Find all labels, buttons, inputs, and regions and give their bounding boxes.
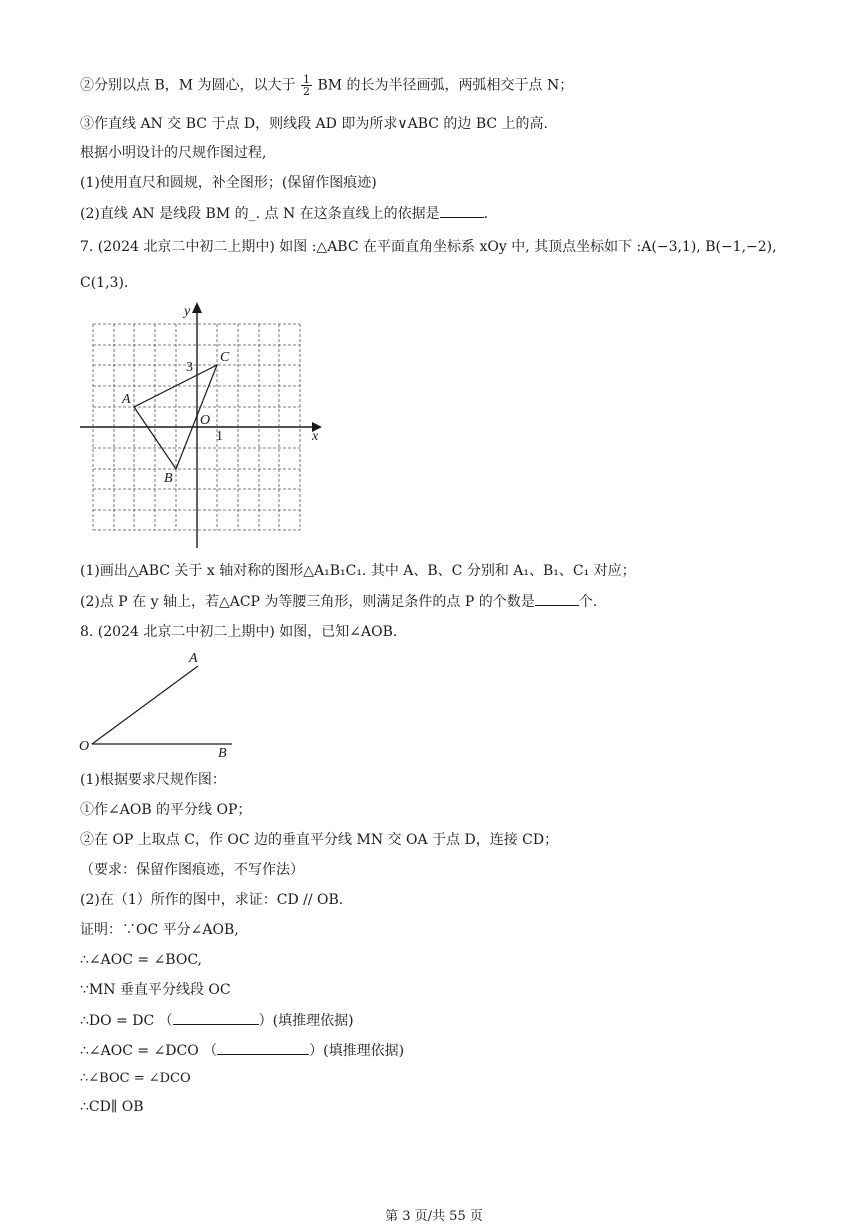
answer-blank[interactable]: [535, 591, 579, 606]
point-o-label: O: [79, 739, 90, 754]
figure-7-coordinate-grid: [78, 300, 328, 552]
proof-line-5: [80, 1040, 404, 1061]
q7-part-2-text: (2)点 P 在 y 轴上，若△ACP 为等腰三角形，则满足条件的点 P 的个数是: [80, 594, 535, 610]
step-2-line: [80, 74, 573, 97]
proof-line-4: [80, 1010, 354, 1031]
q6-part-2: [80, 203, 488, 224]
q8-part-2: (2)在（1）所作的图中，求证：CD // OB.: [80, 892, 344, 908]
proof-line-6: ∴∠BOC = ∠DCO: [80, 1071, 191, 1086]
proof-line-4-end: ）(填推理依据): [258, 1013, 354, 1029]
q6-part-2-end: .: [483, 206, 489, 222]
fraction-denominator: 2: [302, 85, 310, 98]
x-axis-label: x: [312, 429, 319, 444]
point-b-label: B: [218, 746, 227, 761]
q8-part-1: (1)根据要求尺规作图：: [80, 772, 226, 788]
point-a-label: A: [189, 651, 198, 666]
q6-part-1: (1)使用直尺和圆规，补全图形；(保留作图痕迹): [80, 175, 377, 191]
proof-line-2: ∴∠AOC = ∠BOC,: [80, 952, 202, 968]
q7-heading-cont: C(1,3).: [80, 275, 129, 291]
fraction-numerator: 1: [302, 73, 310, 86]
proof-line-5-end: ）(填推理依据): [309, 1043, 405, 1059]
q7-part-2-end: 个.: [578, 594, 598, 610]
fraction-half: [301, 74, 312, 97]
point-a-label: A: [122, 392, 131, 407]
origin-label: O: [200, 413, 211, 428]
y-axis-arrow-icon: [192, 302, 202, 313]
figure-8-angle-aob: [78, 650, 238, 762]
step-2-text-b: BM 的长为半径画弧，两弧相交于点 N；: [317, 77, 574, 94]
answer-blank[interactable]: [440, 203, 484, 218]
reason-blank[interactable]: [173, 1010, 259, 1025]
q8-heading: 8. (2024 北京二中初二上期中) 如图，已知∠AOB.: [80, 624, 398, 640]
y-tick-3: 3: [186, 360, 193, 375]
proof-line-7: ∴CD∥ OB: [80, 1099, 144, 1115]
q6-part-2-text: (2)直线 AN 是线段 BM 的_. 点 N 在这条直线上的依据是: [80, 206, 440, 222]
q8-requirement: （要求：保留作图痕迹，不写作法）: [80, 862, 304, 878]
proof-line-5-text: ∴∠AOC = ∠DCO （: [80, 1043, 218, 1059]
proof-line-4-text: ∴DO = DC （: [80, 1013, 173, 1029]
step-3-line: ③作直线 AN 交 BC 于点 D，则线段 AD 即为所求∨ABC 的边 BC 上的高.: [80, 116, 549, 132]
ray-oa: [92, 666, 198, 744]
q7-heading: 7. (2024 北京二中初二上期中) 如图 :△ABC 在平面直角坐标系 xOy 中, 其顶点坐标如下 :A(−3,1), B(−1,−2),: [80, 239, 777, 255]
q7-part-2: [80, 591, 597, 612]
step-2-text-a: ②分别以点 B，M 为圆心，以大于: [80, 77, 296, 94]
proof-line-1: 证明：∵OC 平分∠AOB,: [80, 922, 239, 938]
q7-part-1: (1)画出△ABC 关于 x 轴对称的图形△A₁B₁C₁. 其中 A、B、C 分别和 A₁、B₁、C₁ 对应；: [80, 563, 636, 579]
page-footer: 第 3 页/共 55 页: [385, 1209, 483, 1224]
y-axis-label: y: [184, 304, 191, 319]
reason-blank[interactable]: [217, 1040, 309, 1055]
proof-line-3: ∵MN 垂直平分线段 OC: [80, 982, 231, 998]
point-c-label: C: [220, 350, 230, 365]
x-tick-1: 1: [216, 429, 223, 444]
point-b-label: B: [164, 471, 173, 486]
q8-part-1-step-1: ①作∠AOB 的平分线 OP；: [80, 802, 252, 818]
design-intro-line: 根据小明设计的尺规作图过程,: [80, 145, 267, 161]
q8-part-1-step-2: ②在 OP 上取点 C，作 OC 边的垂直平分线 MN 交 OA 于点 D，连接 CD；: [80, 832, 559, 848]
